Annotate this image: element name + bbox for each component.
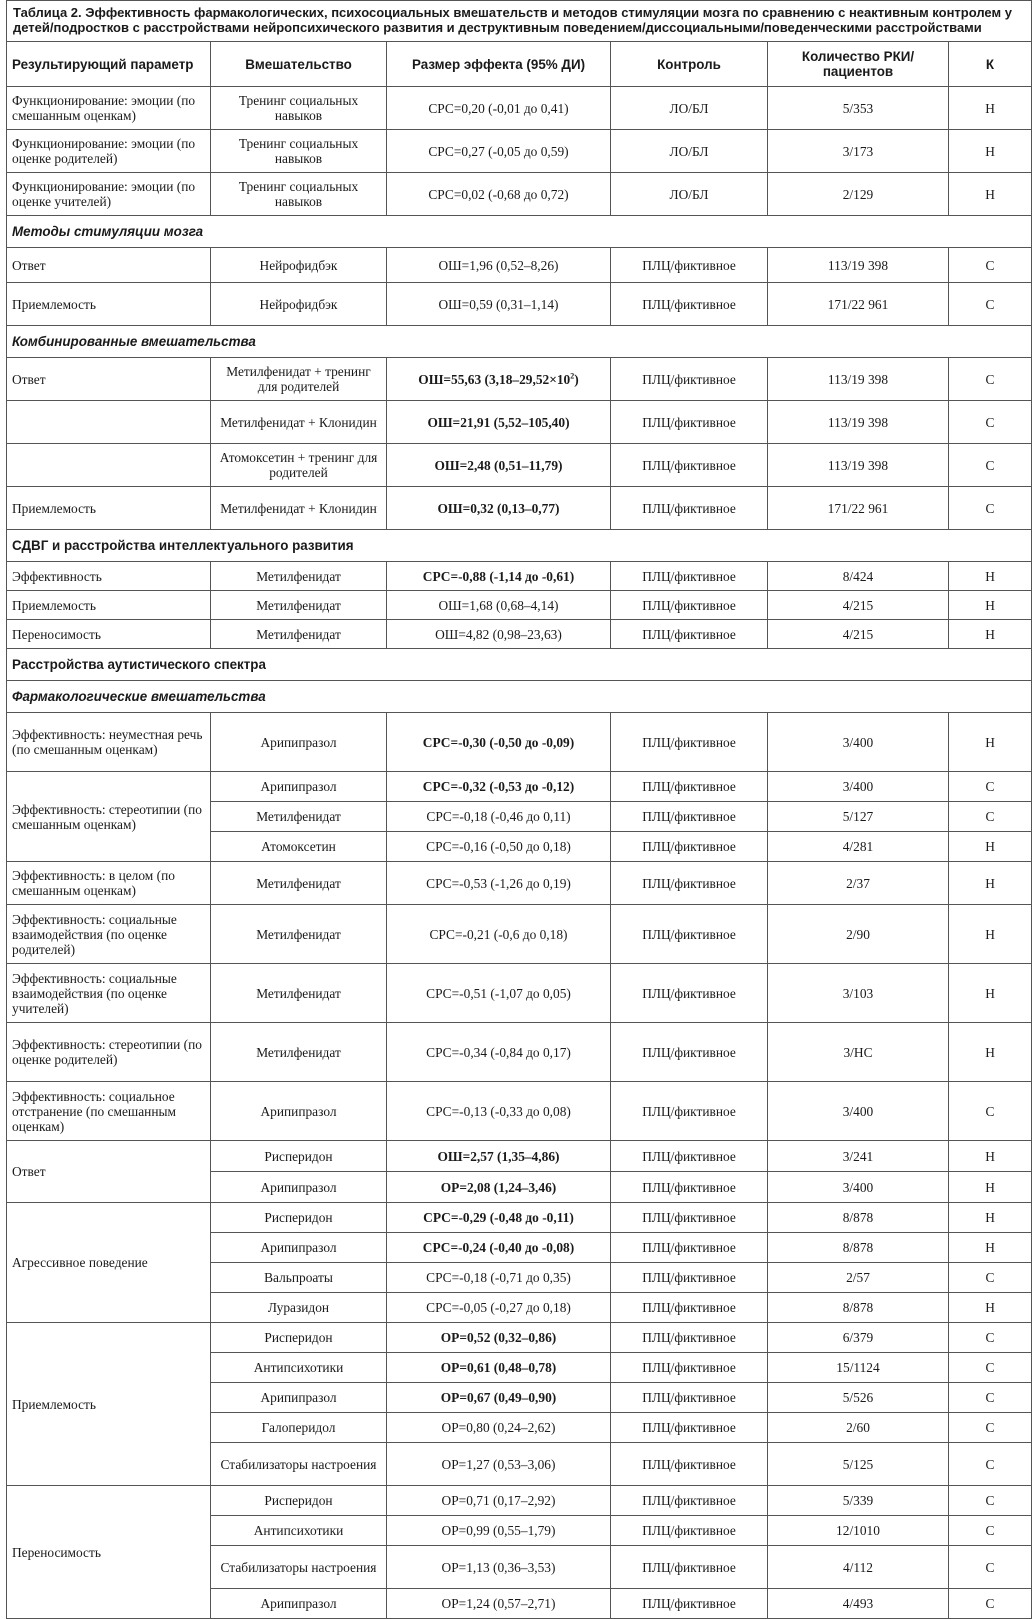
cell-effect-size: СРС=-0,05 (-0,27 до 0,18) — [387, 1293, 611, 1323]
cell-control: ПЛЦ/фиктивное — [611, 1546, 768, 1589]
cell-rct-count: 113/19 398 — [768, 358, 949, 401]
cell-intervention: Стабилизаторы настроения — [211, 1546, 387, 1589]
cell-rct-count: 8/878 — [768, 1293, 949, 1323]
cell-parameter: Приемлемость — [7, 487, 211, 530]
cell-intervention: Метилфенидат — [211, 862, 387, 905]
cell-intervention: Тренинг социальных навыков — [211, 130, 387, 173]
cell-quality: Н — [949, 713, 1032, 772]
exponent: 2 — [570, 371, 575, 381]
table-row — [7, 1486, 1032, 1516]
table-row — [7, 772, 1032, 802]
cell-intervention: Метилфенидат — [211, 562, 387, 591]
table-row — [7, 1023, 1032, 1082]
cell-effect-size: СРС=0,02 (-0,68 до 0,72) — [387, 173, 611, 216]
cell-quality: Н — [949, 1233, 1032, 1263]
section-row — [7, 681, 1032, 713]
cell-quality: С — [949, 772, 1032, 802]
cell-rct-count: 2/90 — [768, 905, 949, 964]
cell-control: ПЛЦ/фиктивное — [611, 713, 768, 772]
cell-quality: С — [949, 802, 1032, 832]
results-table — [6, 0, 1032, 1619]
cell-effect-size: СРС=-0,24 (-0,40 до -0,08) — [387, 1233, 611, 1263]
cell-effect-size: ОШ=0,59 (0,31–1,14) — [387, 283, 611, 326]
cell-rct-count: 4/493 — [768, 1589, 949, 1619]
cell-control: ПЛЦ/фиктивное — [611, 1323, 768, 1353]
cell-control: ПЛЦ/фиктивное — [611, 1233, 768, 1263]
cell-parameter: Переносимость — [7, 620, 211, 649]
cell-control: ПЛЦ/фиктивное — [611, 1203, 768, 1233]
cell-quality: С — [949, 248, 1032, 283]
cell-effect-size: СРС=-0,18 (-0,46 до 0,11) — [387, 802, 611, 832]
cell-control: ПЛЦ/фиктивное — [611, 487, 768, 530]
cell-effect-size: ОР=0,80 (0,24–2,62) — [387, 1413, 611, 1443]
cell-effect-size: СРС=-0,34 (-0,84 до 0,17) — [387, 1023, 611, 1082]
cell-quality: С — [949, 1383, 1032, 1413]
effect-size-tail: ) — [574, 371, 579, 387]
table-row — [7, 358, 1032, 401]
cell-control: ПЛЦ/фиктивное — [611, 862, 768, 905]
cell-parameter: Эффективность: социальное отстранение (по смешанным оценкам) — [7, 1082, 211, 1141]
cell-effect-size: ОШ=0,32 (0,13–0,77) — [387, 487, 611, 530]
cell-quality: С — [949, 401, 1032, 444]
table-row — [7, 1141, 1032, 1172]
cell-effect-size: ОШ=1,96 (0,52–8,26) — [387, 248, 611, 283]
cell-control: ПЛЦ/фиктивное — [611, 401, 768, 444]
cell-effect-size: ОР=1,24 (0,57–2,71) — [387, 1589, 611, 1619]
cell-control: ПЛЦ/фиктивное — [611, 802, 768, 832]
cell-parameter: Функционирование: эмоции (по смешанным оценкам) — [7, 87, 211, 130]
cell-effect-size: ОШ=1,68 (0,68–4,14) — [387, 591, 611, 620]
cell-parameter: Ответ — [7, 248, 211, 283]
cell-effect-size: ОР=0,61 (0,48–0,78) — [387, 1353, 611, 1383]
column-header-rct-count: Количество РКИ/пациентов — [768, 42, 949, 87]
cell-intervention: Арипипразол — [211, 1172, 387, 1203]
cell-rct-count: 171/22 961 — [768, 487, 949, 530]
column-header-intervention: Вмешательство — [211, 42, 387, 87]
cell-rct-count: 5/339 — [768, 1486, 949, 1516]
table-row — [7, 487, 1032, 530]
cell-rct-count: 8/878 — [768, 1203, 949, 1233]
cell-rct-count: 5/125 — [768, 1443, 949, 1486]
cell-parameter: Ответ — [7, 358, 211, 401]
cell-control: ПЛЦ/фиктивное — [611, 772, 768, 802]
cell-effect-size: СРС=0,20 (-0,01 до 0,41) — [387, 87, 611, 130]
cell-intervention: Арипипразол — [211, 772, 387, 802]
cell-rct-count: 171/22 961 — [768, 283, 949, 326]
cell-effect-size: ОР=2,08 (1,24–3,46) — [387, 1172, 611, 1203]
cell-control: ПЛЦ/фиктивное — [611, 1172, 768, 1203]
section-row — [7, 216, 1032, 248]
section-row — [7, 530, 1032, 562]
cell-parameter — [7, 401, 211, 444]
cell-control: ПЛЦ/фиктивное — [611, 562, 768, 591]
cell-effect-size: СРС=-0,18 (-0,71 до 0,35) — [387, 1263, 611, 1293]
cell-intervention: Тренинг социальных навыков — [211, 87, 387, 130]
cell-intervention: Арипипразол — [211, 1082, 387, 1141]
cell-rct-count: 6/379 — [768, 1323, 949, 1353]
cell-intervention: Нейрофидбэк — [211, 248, 387, 283]
cell-effect-size: СРС=-0,53 (-1,26 до 0,19) — [387, 862, 611, 905]
table-row — [7, 1323, 1032, 1353]
table-row — [7, 964, 1032, 1023]
cell-quality: С — [949, 358, 1032, 401]
cell-quality: С — [949, 1323, 1032, 1353]
cell-effect-size: СРС=-0,16 (-0,50 до 0,18) — [387, 832, 611, 862]
cell-parameter: Эффективность: социальные взаимодействия (по оценке учителей) — [7, 964, 211, 1023]
cell-quality: Н — [949, 1203, 1032, 1233]
section-title: Комбинированные вмешательства — [7, 326, 1032, 358]
cell-intervention: Рисперидон — [211, 1141, 387, 1172]
cell-control: ПЛЦ/фиктивное — [611, 1082, 768, 1141]
cell-control: ПЛЦ/фиктивное — [611, 1263, 768, 1293]
cell-control: ПЛЦ/фиктивное — [611, 1353, 768, 1383]
cell-effect-size: СРС=-0,30 (-0,50 до -0,09) — [387, 713, 611, 772]
cell-control: ПЛЦ/фиктивное — [611, 1293, 768, 1323]
table-row — [7, 591, 1032, 620]
cell-intervention: Метилфенидат + Клонидин — [211, 401, 387, 444]
cell-intervention: Стабилизаторы настроения — [211, 1443, 387, 1486]
cell-intervention: Луразидон — [211, 1293, 387, 1323]
table-row — [7, 862, 1032, 905]
section-title: СДВГ и расстройства интеллектуального развития — [7, 530, 1032, 562]
cell-quality: С — [949, 487, 1032, 530]
cell-control: ПЛЦ/фиктивное — [611, 1023, 768, 1082]
cell-effect-size: ОШ=4,82 (0,98–23,63) — [387, 620, 611, 649]
cell-quality: С — [949, 1546, 1032, 1589]
cell-control: ПЛЦ/фиктивное — [611, 905, 768, 964]
cell-intervention: Антипсихотики — [211, 1516, 387, 1546]
cell-effect-size: ОР=0,71 (0,17–2,92) — [387, 1486, 611, 1516]
cell-intervention: Метилфенидат — [211, 964, 387, 1023]
cell-effect-size: СРС=-0,88 (-1,14 до -0,61) — [387, 562, 611, 591]
table-body — [7, 87, 1032, 1619]
cell-rct-count: 3/173 — [768, 130, 949, 173]
cell-control: ПЛЦ/фиктивное — [611, 283, 768, 326]
cell-effect-size — [387, 358, 611, 401]
cell-parameter: Приемлемость — [7, 591, 211, 620]
cell-quality: Н — [949, 562, 1032, 591]
cell-intervention: Метилфенидат — [211, 620, 387, 649]
cell-rct-count: 4/112 — [768, 1546, 949, 1589]
table-row — [7, 1203, 1032, 1233]
cell-quality: Н — [949, 1172, 1032, 1203]
cell-parameter: Переносимость — [7, 1486, 211, 1619]
cell-control: ПЛЦ/фиктивное — [611, 832, 768, 862]
cell-control: ПЛЦ/фиктивное — [611, 1589, 768, 1619]
cell-effect-size: ОР=0,52 (0,32–0,86) — [387, 1323, 611, 1353]
cell-parameter: Функционирование: эмоции (по оценке учителей) — [7, 173, 211, 216]
cell-effect-size: ОШ=21,91 (5,52–105,40) — [387, 401, 611, 444]
cell-quality: С — [949, 444, 1032, 487]
cell-effect-size: СРС=0,27 (-0,05 до 0,59) — [387, 130, 611, 173]
cell-intervention: Метилфенидат — [211, 591, 387, 620]
cell-intervention: Атомоксетин — [211, 832, 387, 862]
cell-rct-count: 3/НС — [768, 1023, 949, 1082]
cell-quality: Н — [949, 130, 1032, 173]
cell-rct-count: 5/127 — [768, 802, 949, 832]
cell-quality: С — [949, 1263, 1032, 1293]
cell-intervention: Арипипразол — [211, 1233, 387, 1263]
column-header-parameter: Результирующий параметр — [7, 42, 211, 87]
cell-quality: С — [949, 1516, 1032, 1546]
cell-control: ПЛЦ/фиктивное — [611, 444, 768, 487]
section-title: Расстройства аутистического спектра — [7, 649, 1032, 681]
cell-effect-size: ОР=1,13 (0,36–3,53) — [387, 1546, 611, 1589]
table-caption: Таблица 2. Эффективность фармакологических, психосоциальных вмешательств и методов стимуляции мозга по сравнению с неактивным контролем у детей/подростков с расстройствами нейропсихического развития и деструктивным поведением/диссоциальными/поведенческими расстройствами — [7, 1, 1032, 42]
cell-effect-size: СРС=-0,21 (-0,6 до 0,18) — [387, 905, 611, 964]
cell-quality: С — [949, 1353, 1032, 1383]
cell-parameter: Эффективность: стереотипии (по смешанным оценкам) — [7, 772, 211, 862]
cell-rct-count: 113/19 398 — [768, 401, 949, 444]
cell-rct-count: 3/400 — [768, 1082, 949, 1141]
cell-control: ПЛЦ/фиктивное — [611, 358, 768, 401]
table-row — [7, 620, 1032, 649]
cell-parameter: Эффективность: социальные взаимодействия (по оценке родителей) — [7, 905, 211, 964]
cell-quality: Н — [949, 1023, 1032, 1082]
cell-effect-size: ОР=1,27 (0,53–3,06) — [387, 1443, 611, 1486]
cell-quality: Н — [949, 591, 1032, 620]
cell-rct-count: 2/37 — [768, 862, 949, 905]
cell-rct-count: 8/424 — [768, 562, 949, 591]
cell-intervention: Метилфенидат + тренинг для родителей — [211, 358, 387, 401]
table-row — [7, 562, 1032, 591]
cell-quality: Н — [949, 964, 1032, 1023]
table-caption-row — [7, 1, 1032, 42]
cell-parameter: Ответ — [7, 1141, 211, 1203]
table-row — [7, 130, 1032, 173]
cell-quality: Н — [949, 832, 1032, 862]
cell-control: ПЛЦ/фиктивное — [611, 1413, 768, 1443]
table-row — [7, 444, 1032, 487]
cell-rct-count: 3/400 — [768, 772, 949, 802]
cell-control: ЛО/БЛ — [611, 173, 768, 216]
cell-rct-count: 4/215 — [768, 591, 949, 620]
cell-control: ПЛЦ/фиктивное — [611, 591, 768, 620]
column-header-effect-size: Размер эффекта (95% ДИ) — [387, 42, 611, 87]
cell-parameter: Приемлемость — [7, 1323, 211, 1486]
table-row — [7, 905, 1032, 964]
cell-parameter: Эффективность: стереотипии (по оценке родителей) — [7, 1023, 211, 1082]
cell-control: ЛО/БЛ — [611, 130, 768, 173]
cell-quality: С — [949, 1443, 1032, 1486]
cell-quality: С — [949, 283, 1032, 326]
cell-parameter: Эффективность: в целом (по смешанным оценкам) — [7, 862, 211, 905]
cell-quality: Н — [949, 1293, 1032, 1323]
cell-parameter: Агрессивное поведение — [7, 1203, 211, 1323]
cell-control: ПЛЦ/фиктивное — [611, 1486, 768, 1516]
cell-intervention: Арипипразол — [211, 1589, 387, 1619]
table-row — [7, 283, 1032, 326]
cell-intervention: Нейрофидбэк — [211, 283, 387, 326]
cell-effect-size: СРС=-0,13 (-0,33 до 0,08) — [387, 1082, 611, 1141]
effect-size-text: ОШ=55,63 (3,18–29,52×10 — [418, 371, 571, 387]
cell-parameter — [7, 444, 211, 487]
cell-intervention: Галоперидол — [211, 1413, 387, 1443]
cell-intervention: Антипсихотики — [211, 1353, 387, 1383]
cell-intervention: Метилфенидат — [211, 802, 387, 832]
cell-effect-size: ОР=0,67 (0,49–0,90) — [387, 1383, 611, 1413]
cell-rct-count: 113/19 398 — [768, 444, 949, 487]
cell-parameter: Эффективность — [7, 562, 211, 591]
column-header-quality: К — [949, 42, 1032, 87]
document-page — [6, 0, 1031, 1619]
cell-quality: С — [949, 1082, 1032, 1141]
table-header-row — [7, 42, 1032, 87]
cell-quality: Н — [949, 173, 1032, 216]
cell-effect-size: ОШ=2,48 (0,51–11,79) — [387, 444, 611, 487]
cell-intervention: Арипипразол — [211, 713, 387, 772]
cell-rct-count: 3/103 — [768, 964, 949, 1023]
cell-quality: С — [949, 1589, 1032, 1619]
section-title: Фармакологические вмешательства — [7, 681, 1032, 713]
cell-intervention: Метилфенидат — [211, 905, 387, 964]
cell-rct-count: 2/60 — [768, 1413, 949, 1443]
cell-intervention: Арипипразол — [211, 1383, 387, 1413]
cell-parameter: Функционирование: эмоции (по оценке родителей) — [7, 130, 211, 173]
cell-effect-size: ОР=0,99 (0,55–1,79) — [387, 1516, 611, 1546]
cell-rct-count: 2/129 — [768, 173, 949, 216]
cell-intervention: Метилфенидат — [211, 1023, 387, 1082]
cell-rct-count: 2/57 — [768, 1263, 949, 1293]
cell-effect-size: СРС=-0,51 (-1,07 до 0,05) — [387, 964, 611, 1023]
section-row — [7, 326, 1032, 358]
cell-parameter: Эффективность: неуместная речь (по смешанным оценкам) — [7, 713, 211, 772]
cell-rct-count: 5/353 — [768, 87, 949, 130]
cell-quality: Н — [949, 905, 1032, 964]
cell-rct-count: 4/215 — [768, 620, 949, 649]
cell-effect-size: СРС=-0,32 (-0,53 до -0,12) — [387, 772, 611, 802]
table-row — [7, 1082, 1032, 1141]
cell-quality: Н — [949, 862, 1032, 905]
cell-effect-size: ОШ=2,57 (1,35–4,86) — [387, 1141, 611, 1172]
cell-intervention: Тренинг социальных навыков — [211, 173, 387, 216]
column-header-control: Контроль — [611, 42, 768, 87]
cell-intervention: Рисперидон — [211, 1486, 387, 1516]
cell-control: ПЛЦ/фиктивное — [611, 1516, 768, 1546]
cell-rct-count: 12/1010 — [768, 1516, 949, 1546]
cell-rct-count: 8/878 — [768, 1233, 949, 1263]
cell-intervention: Рисперидон — [211, 1203, 387, 1233]
table-row — [7, 713, 1032, 772]
cell-quality: С — [949, 1413, 1032, 1443]
cell-quality: Н — [949, 87, 1032, 130]
cell-control: ПЛЦ/фиктивное — [611, 1383, 768, 1413]
cell-rct-count: 3/400 — [768, 713, 949, 772]
table-row — [7, 173, 1032, 216]
cell-control: ЛО/БЛ — [611, 87, 768, 130]
cell-control: ПЛЦ/фиктивное — [611, 620, 768, 649]
cell-intervention: Вальпроаты — [211, 1263, 387, 1293]
cell-quality: Н — [949, 1141, 1032, 1172]
cell-intervention: Метилфенидат + Клонидин — [211, 487, 387, 530]
cell-intervention: Атомоксетин + тренинг для родителей — [211, 444, 387, 487]
table-row — [7, 87, 1032, 130]
cell-quality: С — [949, 1486, 1032, 1516]
cell-intervention: Рисперидон — [211, 1323, 387, 1353]
cell-rct-count: 15/1124 — [768, 1353, 949, 1383]
section-title: Методы стимуляции мозга — [7, 216, 1032, 248]
cell-rct-count: 3/241 — [768, 1141, 949, 1172]
cell-rct-count: 113/19 398 — [768, 248, 949, 283]
cell-rct-count: 3/400 — [768, 1172, 949, 1203]
section-row — [7, 649, 1032, 681]
cell-quality: Н — [949, 620, 1032, 649]
table-row — [7, 401, 1032, 444]
cell-control: ПЛЦ/фиктивное — [611, 964, 768, 1023]
cell-parameter: Приемлемость — [7, 283, 211, 326]
cell-effect-size: СРС=-0,29 (-0,48 до -0,11) — [387, 1203, 611, 1233]
cell-control: ПЛЦ/фиктивное — [611, 1141, 768, 1172]
cell-rct-count: 5/526 — [768, 1383, 949, 1413]
cell-rct-count: 4/281 — [768, 832, 949, 862]
cell-control: ПЛЦ/фиктивное — [611, 1443, 768, 1486]
cell-control: ПЛЦ/фиктивное — [611, 248, 768, 283]
table-row — [7, 248, 1032, 283]
